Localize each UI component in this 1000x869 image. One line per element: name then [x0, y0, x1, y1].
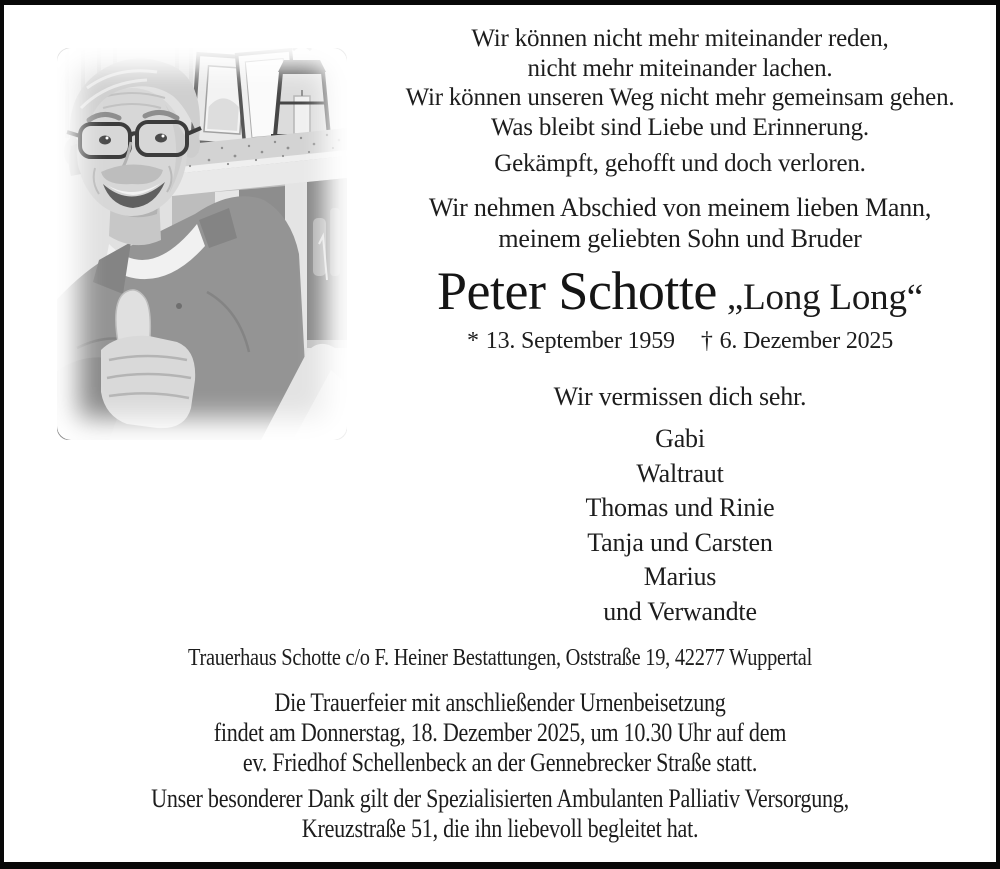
farewell-line: Wir nehmen Abschied von meinem lieben Mann,: [428, 193, 932, 222]
mourner-name: Gabi: [655, 424, 705, 453]
mourner-name: Thomas und Rinie: [585, 493, 775, 522]
announcement-column: [360, 0, 1000, 640]
farewell-line: meinem geliebten Sohn und Bruder: [498, 224, 862, 253]
frame-border-left: [0, 0, 4, 869]
missing-you-line: Wir vermissen dich sehr.: [553, 382, 807, 411]
thanks-line: Unser besonderer Dank gilt der Spezialisierten Ambulanten Palliativ Versorgung,: [151, 784, 849, 813]
deceased-name: Peter Schotte: [436, 261, 717, 321]
frame-border-bottom: [0, 862, 1000, 869]
eye: [155, 134, 167, 143]
life-dates: [360, 328, 1000, 355]
funeral-info-line: ev. Friedhof Schellenbeck an der Gennebrecker Straße statt.: [242, 748, 758, 777]
eye: [99, 136, 111, 145]
death-date: 6. Dezember 2025: [719, 328, 894, 354]
mourner-name: Waltraut: [636, 458, 724, 488]
shirt-button: [176, 303, 182, 309]
mourner-name: und Verwandte: [603, 596, 757, 626]
verse-closing-line: Gekämpft, gehofft und doch verloren.: [494, 150, 866, 177]
memorial-verse: [360, 24, 1000, 142]
eye-glint: [106, 137, 109, 140]
verse-line: Wir können unseren Weg nicht mehr gemeinsam gehen.: [405, 84, 955, 111]
birth-symbol: *: [466, 328, 479, 354]
funeral-service-info: [75, 688, 925, 778]
mourners-list: [360, 422, 1000, 629]
funeral-info-line: findet am Donnerstag, 18. Dezember 2025, um 10.30 Uhr auf dem: [213, 718, 787, 747]
funeral-info-line: Die Trauerfeier mit anschließender Urnenbeisetzung: [274, 688, 726, 717]
death-symbol-icon: †: [700, 328, 713, 354]
deceased-nickname: „Long Long“: [726, 277, 924, 318]
verse-line: nicht mehr miteinander lachen.: [527, 54, 833, 82]
portrait-photo: [57, 48, 347, 440]
eye-glint: [162, 135, 165, 138]
birth-date: 13. September 1959: [485, 328, 675, 354]
thanks-note: [75, 784, 925, 844]
thanks-line: Kreuzstraße 51, die ihn liebevoll begleitet hat.: [301, 814, 699, 843]
mourner-name: Marius: [643, 562, 717, 591]
mourner-name: Tanja und Carsten: [587, 527, 773, 557]
thumbs-up-hand: [101, 336, 195, 428]
funeral-home-address: Trauerhaus Schotte c/o F. Heiner Bestattungen, Oststraße 19, 42277 Wuppertal: [187, 645, 813, 671]
verse-line: Was bleibt sind Liebe und Erinnerung.: [490, 113, 869, 141]
portrait-photo-illustration: [57, 48, 347, 440]
verse-line: Wir können nicht mehr miteinander reden,: [471, 25, 889, 52]
farewell-announcement: [360, 192, 1000, 254]
